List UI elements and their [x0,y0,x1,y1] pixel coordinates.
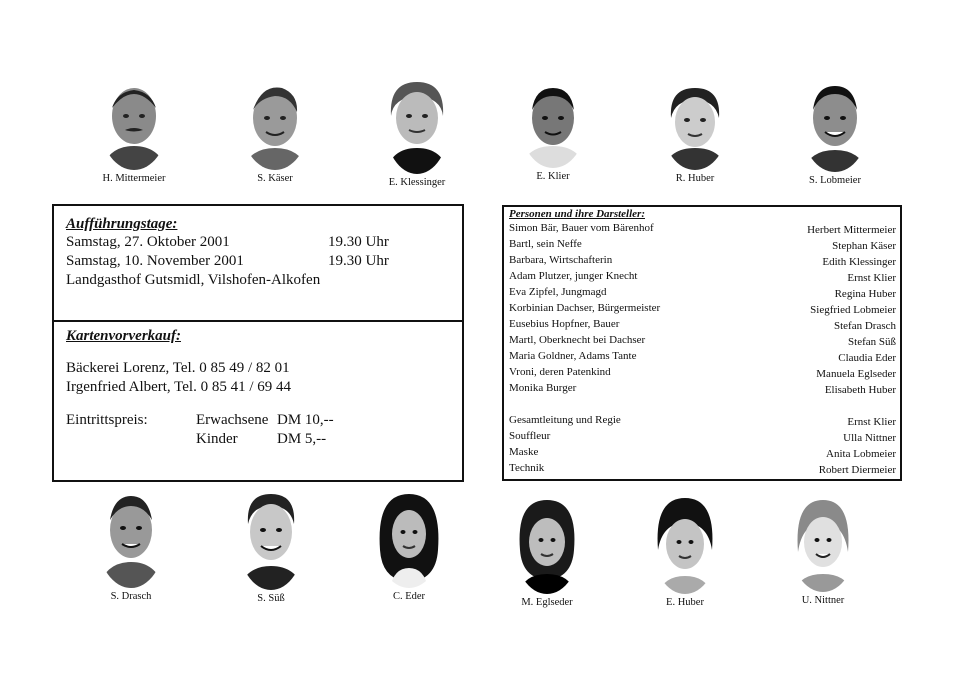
portrait-caption: C. Eder [392,591,426,602]
kids-label: Kinder [196,431,238,447]
venue: Landgasthof Gutsmidl, Vilshofen-Alkofen [66,272,321,288]
cast-row [509,366,896,382]
cast-row [509,334,896,350]
actor-name: Regina Huber [834,288,896,300]
role-name: Eva Zipfel, Jungmagd [509,286,607,298]
person-photo-icon [790,494,856,592]
person-photo-icon [238,490,304,590]
person-photo-icon [521,82,585,168]
cast-row [509,222,896,238]
date-1: Samstag, 27. Oktober 2001 [66,234,230,250]
actor-name: Herbert Mittermeier [807,224,896,236]
crew-row [509,430,896,446]
crew-role: Gesamtleitung und Regie [509,414,621,426]
role-name: Bartl, sein Neffe [509,238,582,250]
role-name: Vroni, deren Patenkind [509,366,611,378]
actor-name: Elisabeth Huber [824,384,896,396]
date-row-1 [66,233,389,252]
role-name: Adam Plutzer, junger Knecht [509,270,638,282]
cast-row [509,270,896,286]
cast-row [509,318,896,334]
presale-1: Bäckerei Lorenz, Tel. 0 85 49 / 82 01 [66,360,290,376]
section-divider [54,320,462,322]
cast-box [502,205,902,481]
portrait-s-kaeser [236,80,314,184]
price-label: Eintrittspreis: [66,412,148,428]
person-photo-icon [514,494,580,594]
crew-row [509,462,896,478]
cast-row [509,382,896,398]
portrait-u-nittner [784,494,862,606]
role-name: Barbara, Wirtschafterin [509,254,613,266]
actor-name: Stefan Drasch [833,320,896,332]
person-photo-icon [802,80,868,172]
role-name: Monika Burger [509,382,577,394]
role-name: Simon Bär, Bauer vom Bärenhof [509,222,654,234]
person-photo-icon [242,80,308,170]
role-name: Martl, Oberknecht bei Dachser [509,334,646,346]
portrait-caption: S. Lobmeier [809,175,861,186]
person-photo-icon [101,80,167,170]
portrait-e-klier [514,82,592,182]
cast-row [509,286,896,302]
portrait-caption: R. Huber [675,173,715,184]
performance-info-box [52,204,464,482]
cast-row [509,350,896,366]
portrait-e-klessinger [378,76,456,188]
cast-row [509,302,896,318]
portrait-caption: U. Nittner [801,595,845,606]
actor-name: Edith Klessinger [822,256,896,268]
crew-name: Ernst Klier [847,416,896,428]
actor-name: Manuela Eglseder [816,368,896,380]
actor-name: Stefan Süß [848,336,896,348]
actor-name: Siegfried Lobmeier [810,304,896,316]
crew-role: Maske [509,446,539,458]
portrait-c-eder [370,490,448,602]
actor-name: Stephan Käser [832,240,896,252]
crew-row [509,414,896,430]
person-photo-icon [652,494,718,594]
date-row-2 [66,252,389,271]
portrait-m-eglseder [508,494,586,608]
adults-label: Erwachsene [196,412,269,428]
portrait-h-mittermeier [95,80,173,184]
cast-row [509,254,896,270]
role-name: Korbinian Dachser, Bürgermeister [509,302,661,314]
date-2: Samstag, 10. November 2001 [66,253,244,269]
presale-2: Irgenfried Albert, Tel. 0 85 41 / 69 44 [66,379,292,395]
portrait-caption: S. Drasch [110,591,152,602]
role-name: Eusebius Hopfner, Bauer [509,318,620,330]
person-photo-icon [376,490,442,588]
portrait-caption: E. Klier [536,171,570,182]
kids-price: DM 5,-- [277,431,327,447]
time-1: 19.30 Uhr [328,234,389,250]
portrait-caption: E. Klessinger [388,177,446,188]
price-row-adults [66,411,334,430]
portrait-e-huber [646,494,724,608]
crew-role: Souffleur [509,430,551,442]
actor-name: Claudia Eder [838,352,896,364]
crew-name: Anita Lobmeier [826,448,896,460]
portrait-caption: S. Süß [257,593,285,604]
presale-title: Kartenvorverkauf: [66,328,181,344]
crew-name: Ulla Nittner [843,432,896,444]
portrait-caption: S. Käser [257,173,293,184]
person-photo-icon [663,84,727,170]
portrait-caption: E. Huber [666,597,704,608]
portrait-s-suess [232,490,310,604]
dates-title: Aufführungstage: [66,216,178,232]
crew-row [509,446,896,462]
role-name: Maria Goldner, Adams Tante [509,350,637,362]
portrait-s-drasch [92,492,170,602]
cast-row [509,238,896,254]
person-photo-icon [98,492,164,588]
actor-name: Ernst Klier [847,272,896,284]
cast-title: Personen und ihre Darsteller: [509,208,645,220]
portrait-s-lobmeier [796,80,874,186]
portrait-r-huber [656,84,734,184]
portrait-caption: M. Eglseder [521,597,573,608]
portrait-caption: H. Mittermeier [102,173,166,184]
crew-role: Technik [509,462,545,474]
time-2: 19.30 Uhr [328,253,389,269]
person-photo-icon [385,76,449,174]
crew-name: Robert Diermeier [818,464,896,476]
adults-price: DM 10,-- [277,412,334,428]
